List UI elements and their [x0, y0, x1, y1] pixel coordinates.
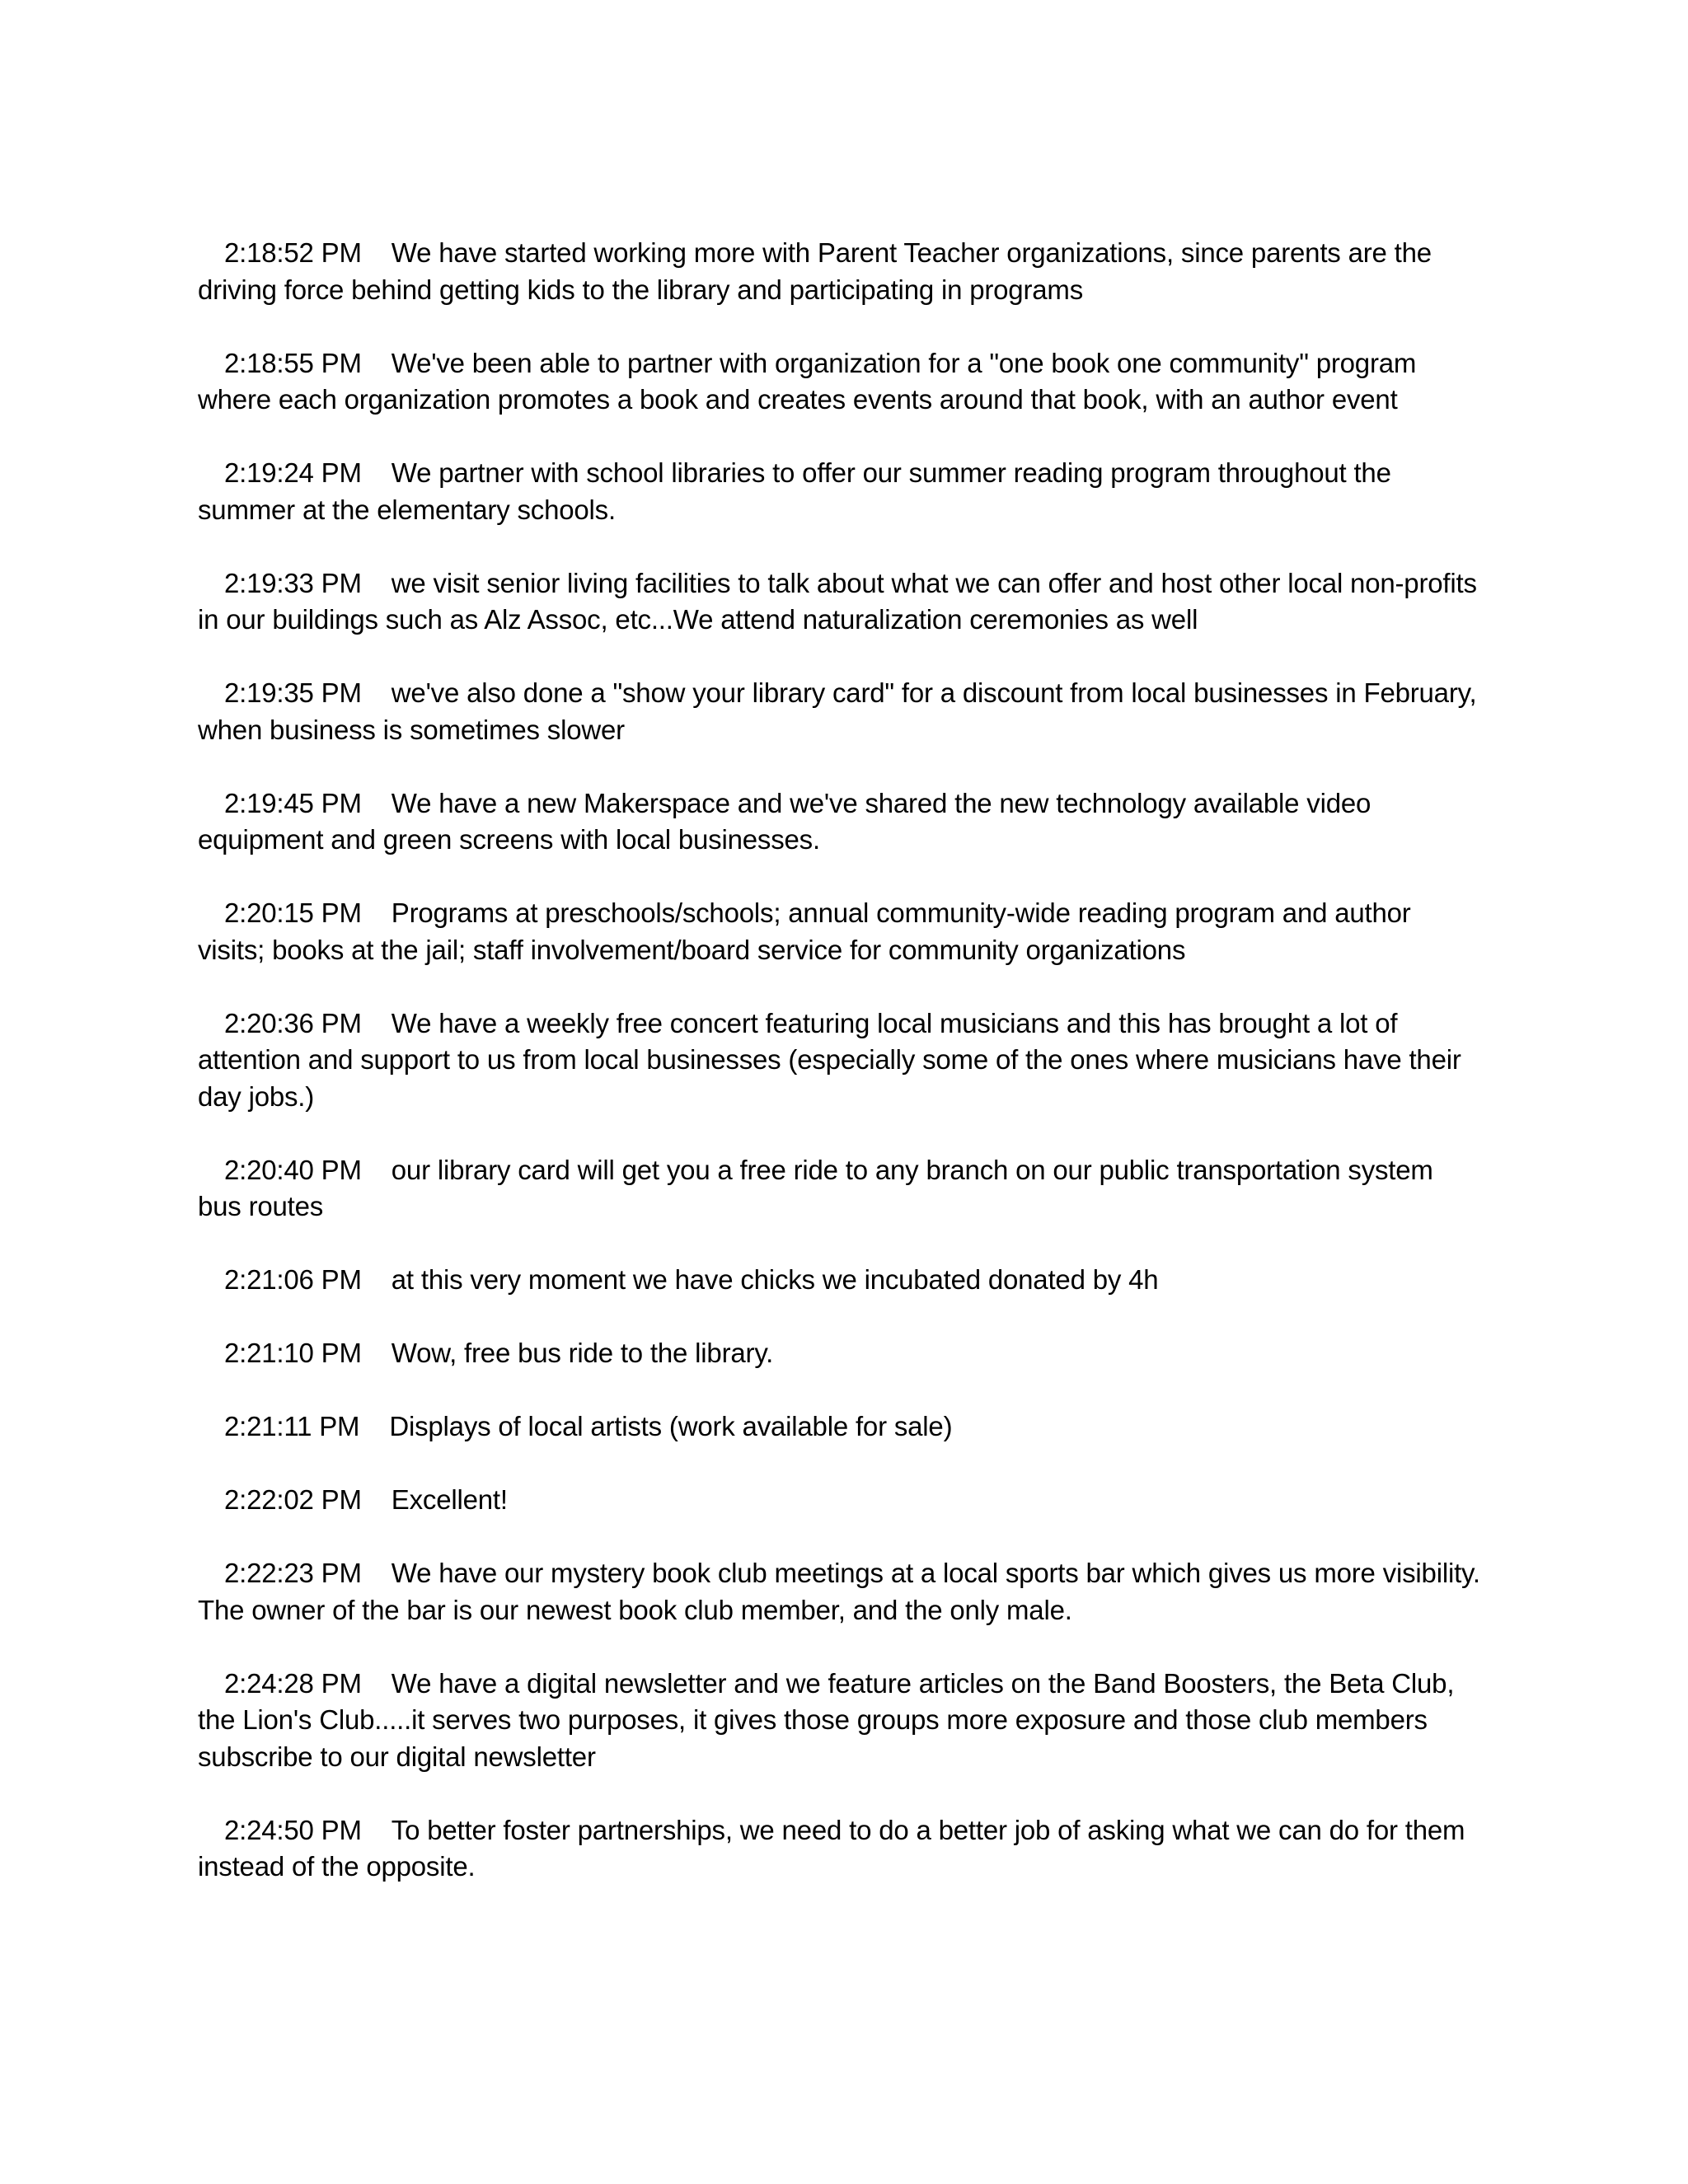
chat-entry [198, 785, 1484, 859]
entry-timestamp: 2:19:35 PM [224, 677, 362, 708]
entry-timestamp: 2:21:06 PM [224, 1264, 362, 1295]
entry-message: our library card will get you a free ride to any branch on our public transportation system bus routes [198, 1154, 1433, 1221]
entry-message: Wow, free bus ride to the library. [391, 1338, 774, 1368]
entry-message: Displays of local artists (work available for sale) [389, 1411, 953, 1441]
chat-entry [198, 1555, 1484, 1629]
chat-entry [198, 565, 1484, 639]
chat-entry [198, 1812, 1484, 1886]
entry-message: We have our mystery book club meetings at a local sports bar which gives us more visibility. The owner of the bar is our newest book club member, and the only male. [198, 1558, 1480, 1625]
entry-message: We have a weekly free concert featuring local musicians and this has brought a lot of attention and support to us from local businesses (especially some of the ones where musicians have their day jobs.) [198, 1007, 1461, 1112]
entry-message: We have a digital newsletter and we feature articles on the Band Boosters, the Beta Club, the Lion's Club.....it serves two purposes, it gives those groups more exposure and those club members subscribe to our digital newsletter [198, 1667, 1455, 1772]
entry-message: we've also done a "show your library card" for a discount from local businesses in February, when business is sometimes slower [198, 677, 1477, 745]
entry-timestamp: 2:21:11 PM [224, 1411, 360, 1441]
entry-message: at this very moment we have chicks we incubated donated by 4h [391, 1264, 1159, 1295]
entry-message: We partner with school libraries to offer our summer reading program throughout the summer at the elementary schools. [198, 457, 1391, 525]
chat-entry [198, 1005, 1484, 1116]
chat-entry [198, 345, 1484, 419]
chat-entry [198, 1335, 1484, 1372]
entry-timestamp: 2:24:50 PM [224, 1814, 362, 1845]
entry-timestamp: 2:19:33 PM [224, 567, 362, 598]
entry-message: We have started working more with Parent Teacher organizations, since parents are the driving force behind getting kids to the library and participating in programs [198, 237, 1432, 305]
chat-entry [198, 235, 1484, 308]
entry-timestamp: 2:20:15 PM [224, 898, 362, 928]
entry-message: Excellent! [391, 1484, 508, 1515]
chat-entry [198, 455, 1484, 528]
chat-entry [198, 1262, 1484, 1299]
entry-timestamp: 2:20:36 PM [224, 1007, 362, 1038]
entry-message: To better foster partnerships, we need to do a better job of asking what we can do for them instead of the opposite. [198, 1814, 1465, 1882]
chat-entry [198, 1408, 1484, 1446]
entry-timestamp: 2:22:23 PM [224, 1558, 362, 1588]
entry-message: We've been able to partner with organization for a "one book one community" program where each organization promotes a book and creates events around that book, with an author event [198, 347, 1417, 415]
chat-entry [198, 895, 1484, 968]
entry-timestamp: 2:18:52 PM [224, 237, 362, 268]
entry-timestamp: 2:22:02 PM [224, 1484, 362, 1515]
entry-timestamp: 2:19:45 PM [224, 787, 362, 818]
chat-entry [198, 1482, 1484, 1519]
entry-message: We have a new Makerspace and we've shared the new technology available video equipment and green screens with local businesses. [198, 787, 1372, 855]
entry-message: Programs at preschools/schools; annual community-wide reading program and author visits; books at the jail; staff involvement/board service for community organizations [198, 898, 1411, 965]
chat-entry [198, 1666, 1484, 1776]
entry-timestamp: 2:20:40 PM [224, 1154, 362, 1185]
entry-message: we visit senior living facilities to talk about what we can offer and host other local non-profits in our buildings such as Alz Assoc, etc...We attend naturalization ceremonies as well [198, 567, 1477, 635]
chat-entry [198, 1152, 1484, 1226]
entry-timestamp: 2:21:10 PM [224, 1338, 362, 1368]
chat-transcript [198, 235, 1484, 1922]
entry-timestamp: 2:18:55 PM [224, 347, 362, 378]
entry-timestamp: 2:19:24 PM [224, 457, 362, 488]
entry-timestamp: 2:24:28 PM [224, 1667, 362, 1699]
chat-entry [198, 675, 1484, 748]
